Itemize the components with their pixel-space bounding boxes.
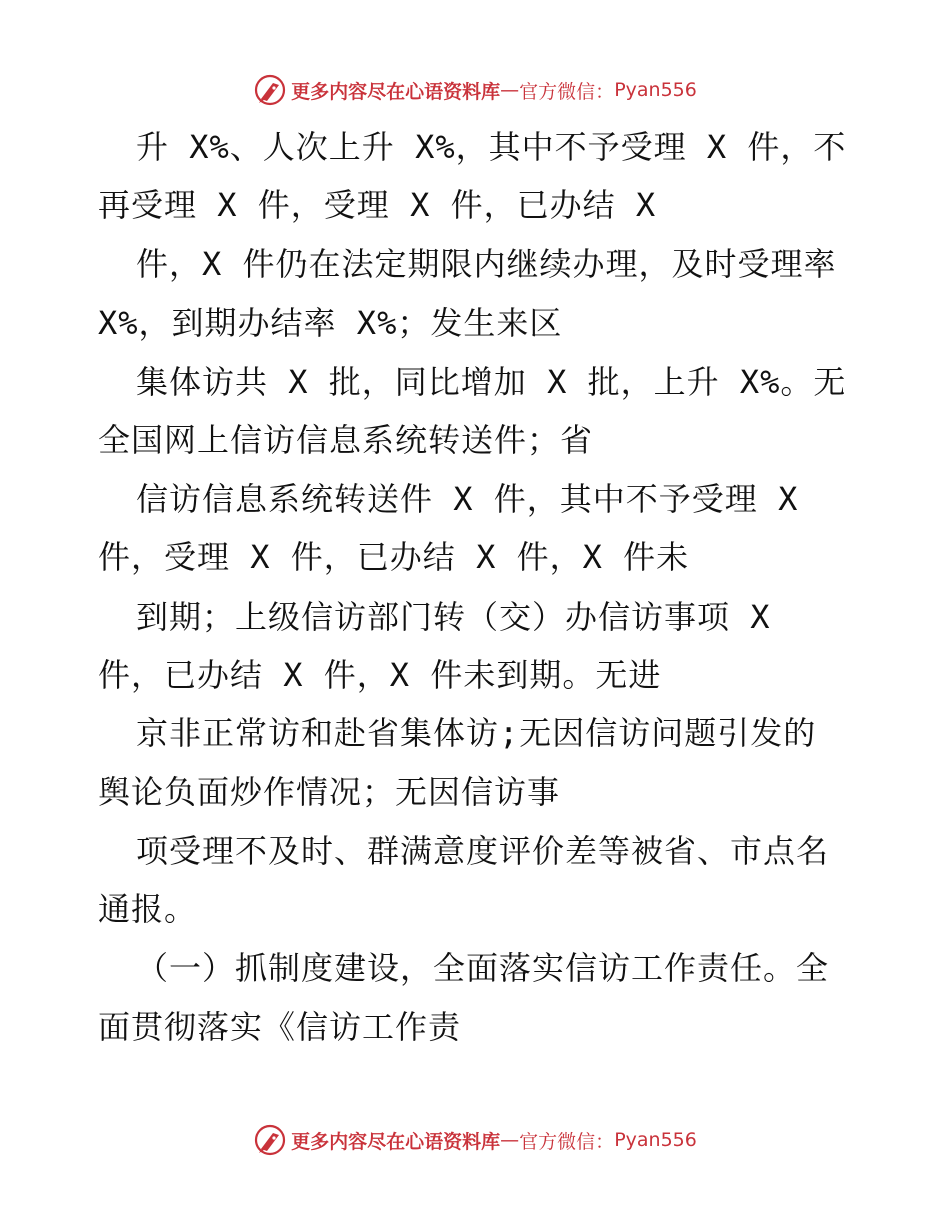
- body-line: 京非正常访和赴省集体访;无因信访问题引发的: [136, 714, 817, 752]
- body-line: 舆论负面炒作情况；无因信访事: [98, 773, 561, 811]
- body-line: 件，X 件仍在法定期限内继续办理，及时受理率: [136, 245, 837, 283]
- header-banner-dash: —: [500, 79, 520, 101]
- body-line: 通报。: [98, 890, 198, 928]
- body-line: 升 X%、人次上升 X%，其中不予受理 X 件，不: [136, 128, 847, 166]
- footer-banner: [0, 1120, 950, 1160]
- header-banner-text: 更多内容尽在心语资料库: [291, 80, 501, 103]
- footer-banner-text: 更多内容尽在心语资料库: [291, 1130, 501, 1153]
- header-wechat-label: 官方微信：: [519, 80, 615, 103]
- body-line: 全国网上信访信息系统转送件；省: [98, 421, 594, 459]
- header-banner: [0, 70, 950, 110]
- body-line: 面贯彻落实《信访工作责: [98, 1008, 462, 1046]
- pen-nib-logo-icon: [253, 73, 287, 107]
- footer-banner-dash: —: [500, 1129, 520, 1151]
- header-wechat-id: Pyan556: [614, 79, 697, 101]
- body-line: 信访信息系统转送件 X 件，其中不予受理 X: [136, 480, 799, 518]
- body-line: 项受理不及时、群满意度评价差等被省、市点名: [136, 832, 830, 870]
- body-line: 集体访共 X 批，同比增加 X 批，上升 X%。无: [136, 363, 847, 401]
- footer-wechat-label: 官方微信：: [519, 1130, 615, 1153]
- body-line: 再受理 X 件，受理 X 件，已办结 X: [98, 186, 657, 224]
- footer-wechat-id: Pyan556: [614, 1129, 697, 1151]
- body-line: 件，已办结 X 件，X 件未到期。无进: [98, 656, 662, 694]
- pen-nib-logo-icon: [253, 1123, 287, 1157]
- body-line: X%，到期办结率 X%；发生来区: [98, 304, 563, 342]
- body-line: 到期；上级信访部门转（交）办信访事项 X: [136, 598, 771, 636]
- body-line: 件，受理 X 件，已办结 X 件，X 件未: [98, 538, 690, 576]
- body-line: （一）抓制度建设，全面落实信访工作责任。全: [136, 949, 830, 987]
